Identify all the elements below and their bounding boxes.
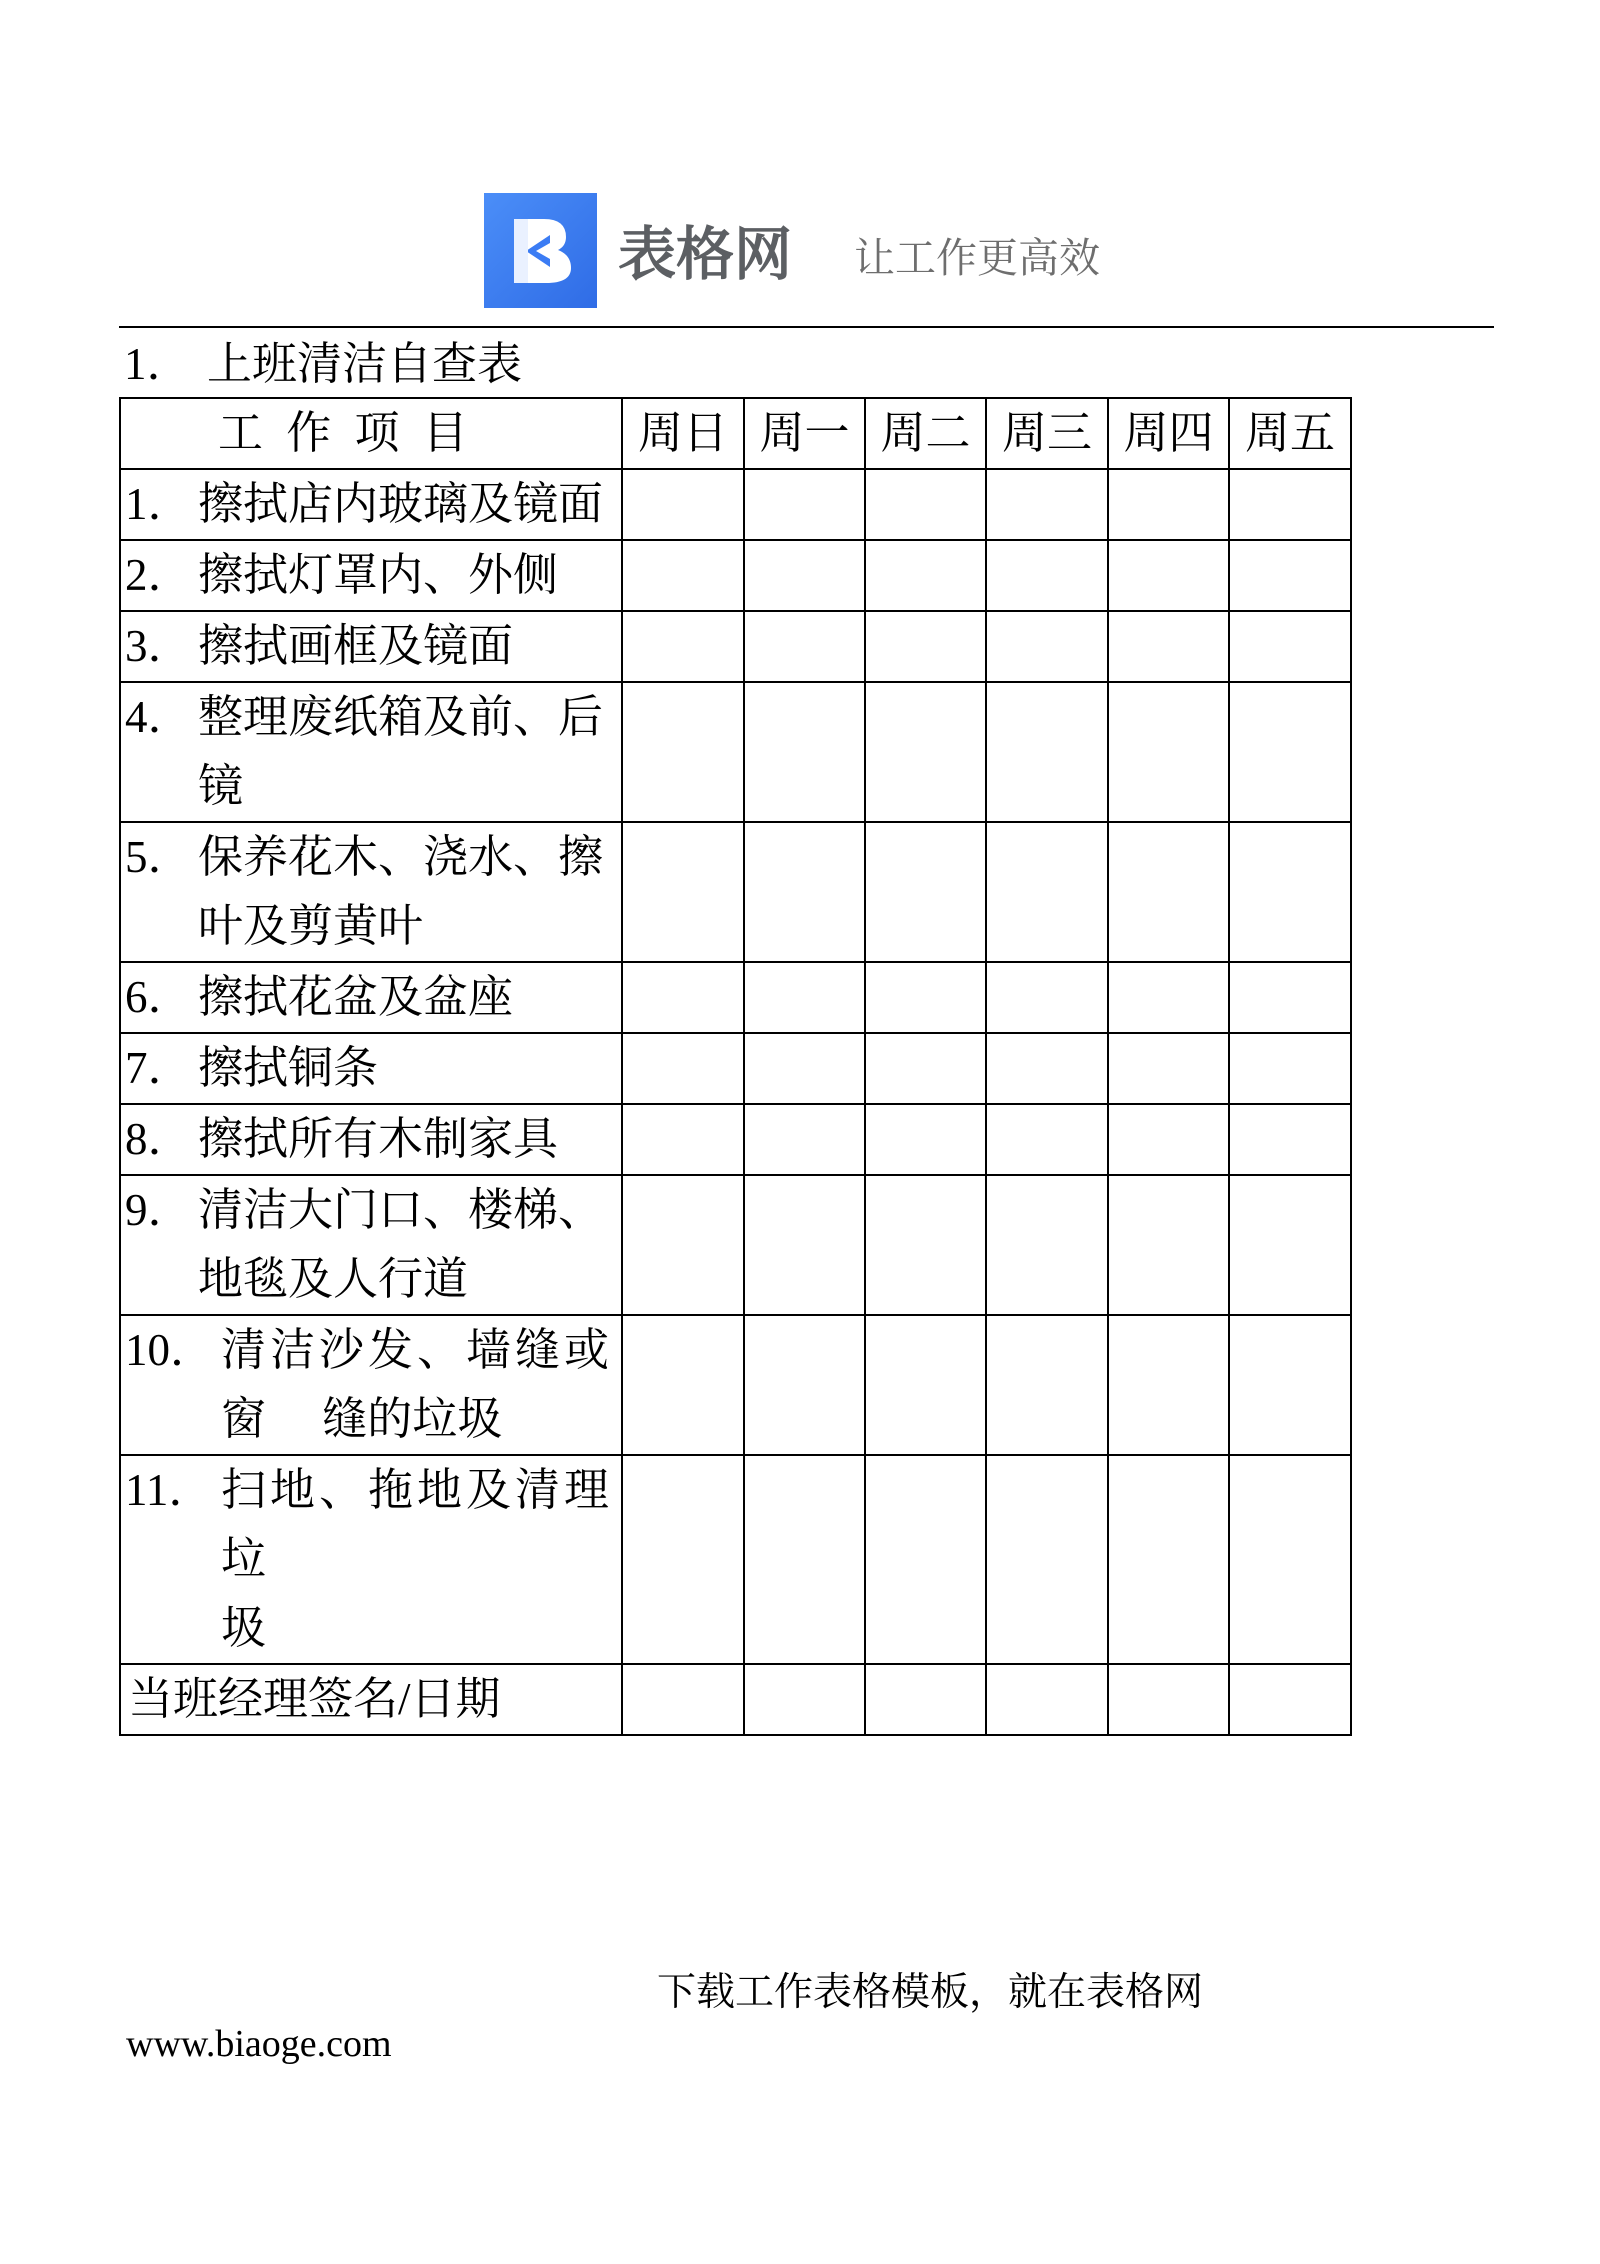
item-number: 6． — [125, 972, 193, 1022]
check-cell — [865, 962, 986, 1033]
item-cell — [120, 682, 622, 822]
check-cell — [1108, 962, 1229, 1033]
check-cell — [622, 1455, 744, 1664]
signature-cell — [1108, 1664, 1229, 1735]
check-cell — [744, 611, 865, 682]
check-cell — [986, 611, 1108, 682]
item-text: 擦拭花盆及盆座 — [198, 972, 514, 1022]
item-number: 9． — [125, 1185, 193, 1235]
item-text: 清洁沙发、墙缝或 — [221, 1325, 614, 1375]
table-header-row — [120, 398, 1351, 469]
title-text: 上班清洁自查表 — [207, 339, 523, 389]
item-text: 擦拭灯罩内、外侧 — [198, 550, 559, 600]
item-cell — [120, 469, 622, 540]
check-cell — [744, 1104, 865, 1175]
check-cell — [865, 1315, 986, 1455]
check-cell — [986, 962, 1108, 1033]
signature-cell — [744, 1664, 865, 1735]
check-cell — [1108, 1033, 1229, 1104]
check-cell — [1229, 469, 1351, 540]
table-row — [120, 1455, 1351, 1664]
check-cell — [744, 1033, 865, 1104]
item-text: 擦拭画框及镜面 — [198, 621, 514, 671]
check-cell — [744, 1455, 865, 1664]
item-cell — [120, 1455, 622, 1664]
signature-cell — [1229, 1664, 1351, 1735]
check-cell — [744, 1315, 865, 1455]
item-cell — [120, 962, 622, 1033]
check-cell — [1108, 540, 1229, 611]
biaoge-logo-icon — [484, 193, 597, 308]
table-row — [120, 962, 1351, 1033]
item-number: 2． — [125, 550, 193, 600]
check-cell — [865, 1104, 986, 1175]
signature-cell — [986, 1664, 1108, 1735]
check-cell — [622, 822, 744, 962]
check-cell — [986, 1104, 1108, 1175]
table-row — [120, 822, 1351, 962]
check-cell — [986, 1033, 1108, 1104]
check-cell — [1108, 1315, 1229, 1455]
check-cell — [865, 822, 986, 962]
check-cell — [1229, 1033, 1351, 1104]
item-cell — [120, 822, 622, 962]
manager-signature-label: 当班经理签名/日期 — [120, 1664, 622, 1735]
check-cell — [1229, 962, 1351, 1033]
check-cell — [622, 1104, 744, 1175]
header-work-item: 工 作 项 目 — [120, 398, 622, 469]
item-cell — [120, 1104, 622, 1175]
table-row — [120, 1033, 1351, 1104]
check-cell — [986, 1455, 1108, 1664]
check-cell — [1108, 1175, 1229, 1315]
check-cell — [744, 962, 865, 1033]
check-cell — [1108, 1455, 1229, 1664]
header-day-mon: 周一 — [744, 398, 865, 469]
table-row — [120, 611, 1351, 682]
item-cell — [120, 540, 622, 611]
check-cell — [622, 540, 744, 611]
check-cell — [622, 1175, 744, 1315]
check-cell — [1229, 540, 1351, 611]
check-cell — [865, 1033, 986, 1104]
item-number: 8． — [125, 1114, 193, 1164]
check-cell — [622, 682, 744, 822]
header-day-wed: 周三 — [986, 398, 1108, 469]
check-cell — [744, 822, 865, 962]
document-title — [124, 340, 522, 388]
item-cell — [120, 1175, 622, 1315]
item-cell — [120, 1315, 622, 1455]
logo-text: 表格网 — [618, 222, 793, 287]
check-cell — [986, 682, 1108, 822]
item-number: 1． — [125, 479, 193, 529]
item-number: 10． — [125, 1325, 216, 1375]
check-cell — [744, 469, 865, 540]
item-text: 圾 — [221, 1603, 267, 1653]
header-day-fri: 周五 — [1229, 398, 1351, 469]
item-number: 11． — [125, 1465, 214, 1515]
check-cell — [986, 822, 1108, 962]
item-text: 整理废纸箱及前、后 — [198, 692, 604, 742]
footer-tagline: 下载工作表格模板，就在表格网 — [657, 1971, 1204, 2014]
table-row — [120, 469, 1351, 540]
table-row — [120, 682, 1351, 822]
check-cell — [1108, 1104, 1229, 1175]
logo-slogan: 让工作更高效 — [854, 235, 1100, 281]
item-cell — [120, 1033, 622, 1104]
title-number: 1． — [124, 339, 192, 389]
item-cell — [120, 611, 622, 682]
table-row — [120, 1315, 1351, 1455]
item-text: 擦拭店内玻璃及镜面 — [198, 479, 604, 529]
cleaning-checklist-table — [119, 397, 1352, 1736]
check-cell — [1229, 1104, 1351, 1175]
item-text: 叶及剪黄叶 — [198, 901, 424, 951]
item-text: 擦拭铜条 — [198, 1043, 379, 1093]
item-text: 清洁大门口、楼梯、 — [198, 1185, 604, 1235]
item-text: 保养花木、浇水、擦 — [198, 832, 604, 882]
table-row — [120, 540, 1351, 611]
header-day-sun: 周日 — [622, 398, 744, 469]
signature-cell — [865, 1664, 986, 1735]
check-cell — [1108, 611, 1229, 682]
check-cell — [1229, 1175, 1351, 1315]
check-cell — [1229, 1315, 1351, 1455]
check-cell — [865, 682, 986, 822]
check-cell — [1229, 611, 1351, 682]
check-cell — [622, 469, 744, 540]
item-number: 4． — [125, 692, 193, 742]
signature-cell — [622, 1664, 744, 1735]
item-text: 垃 — [221, 1534, 267, 1584]
item-text: 镜 — [198, 761, 244, 811]
table-row — [120, 1175, 1351, 1315]
check-cell — [1229, 822, 1351, 962]
item-text: 擦拭所有木制家具 — [198, 1114, 559, 1164]
check-cell — [865, 611, 986, 682]
check-cell — [1108, 469, 1229, 540]
item-number: 7． — [125, 1043, 193, 1093]
item-number: 5． — [125, 832, 193, 882]
check-cell — [1229, 1455, 1351, 1664]
item-text: 窗 缝的垃圾 — [221, 1394, 503, 1444]
check-cell — [622, 962, 744, 1033]
check-cell — [865, 1175, 986, 1315]
header-day-thu: 周四 — [1108, 398, 1229, 469]
footer-url: www.biaoge.com — [126, 2023, 392, 2065]
check-cell — [622, 1033, 744, 1104]
check-cell — [986, 469, 1108, 540]
table-row — [120, 1104, 1351, 1175]
check-cell — [744, 540, 865, 611]
item-text: 地毯及人行道 — [198, 1254, 469, 1304]
check-cell — [986, 1175, 1108, 1315]
check-cell — [1108, 822, 1229, 962]
check-cell — [865, 469, 986, 540]
check-cell — [986, 1315, 1108, 1455]
check-cell — [744, 682, 865, 822]
check-cell — [744, 1175, 865, 1315]
item-text: 扫地、拖地及清理 — [221, 1465, 614, 1515]
check-cell — [622, 1315, 744, 1455]
signature-row — [120, 1664, 1351, 1735]
header-day-tue: 周二 — [865, 398, 986, 469]
item-number: 3． — [125, 621, 193, 671]
check-cell — [986, 540, 1108, 611]
check-cell — [865, 1455, 986, 1664]
check-cell — [622, 611, 744, 682]
check-cell — [1108, 682, 1229, 822]
check-cell — [1229, 682, 1351, 822]
header-divider — [119, 326, 1494, 328]
check-cell — [865, 540, 986, 611]
